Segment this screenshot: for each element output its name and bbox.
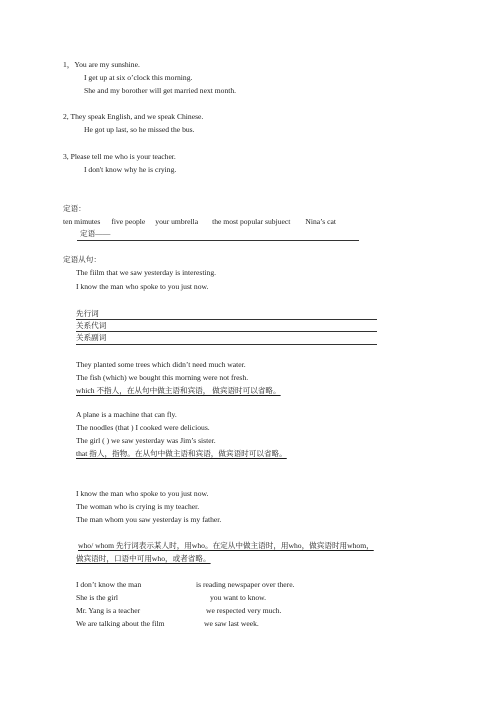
that-example-2: The noodles (that ) I cooked were delicious. <box>76 423 210 432</box>
term-relative-pronoun: 关系代词 <box>76 321 107 330</box>
who-example-1: I know the man who spoke to you just now. <box>76 489 209 498</box>
attributive-title: 定语： <box>63 204 86 213</box>
who-note-line-1: who/ whom 先行词表示某人时，用who。在定从中做主语时，用who，做宾语时用whom， <box>78 541 374 550</box>
sentence-1-line-3: She and my borother will get married next month. <box>84 86 237 95</box>
sentence-2-line-2: He got up last, so he missed the bus. <box>84 125 195 134</box>
example-4: the most popular subjuect <box>212 217 291 226</box>
that-example-3: The girl ( ) we saw yesterday was Jim’s sister. <box>76 436 216 445</box>
who-note-line-2: 做宾语时，口语中可用who，或者省略。 <box>76 554 211 563</box>
exercise-1-end: is reading newspaper over there. <box>196 580 295 589</box>
exercise-3-start: Mr. Yang is a teacher <box>76 606 141 615</box>
attributive-note: 定语—— <box>80 229 111 238</box>
term-relative-pronoun-underline <box>76 331 377 332</box>
sentence-2-title: 2, They speak English, and we speak Chinese. <box>63 112 204 121</box>
attributive-examples <box>63 217 336 226</box>
clause-title: 定语从句： <box>63 255 101 264</box>
who-example-3: The man whom you saw yesterday is my father. <box>76 515 222 524</box>
which-example-1: They planted some trees which didn’t need much water. <box>76 360 246 369</box>
attributive-underline <box>77 240 359 241</box>
that-note: that 指人，指物。在从句中做主语和宾语，做宾语时可以省略。 <box>76 449 287 458</box>
who-example-2: The woman who is crying is my teacher. <box>76 502 200 511</box>
example-1: ten mimutes <box>63 217 101 226</box>
exercise-2-start: She is the girl <box>76 593 118 602</box>
example-5: Nina’s cat <box>305 217 336 226</box>
sentence-3-title: 3, Please tell me who is your teacher. <box>63 152 176 161</box>
clause-example-2: I know the man who spoke to you just now. <box>76 282 209 291</box>
which-note: which 不指人，在从句中做主语和宾语， 做宾语时可以省略。 <box>76 386 281 395</box>
sentence-3-line-2: I don't know why he is crying. <box>84 165 177 174</box>
clause-example-1: The fiilm that we saw yesterday is interesting. <box>76 268 217 277</box>
exercise-3-end: we respected very much. <box>206 606 282 615</box>
term-antecedent: 先行词 <box>76 309 99 318</box>
exercise-1-start: I don’t know the man <box>76 580 142 589</box>
exercise-4-start: We are talking about the film <box>76 619 165 628</box>
term-antecedent-underline <box>76 319 377 320</box>
example-2: five people <box>111 217 146 226</box>
example-3: your umbrella <box>155 217 199 226</box>
that-example-1: A plane is a machine that can fly. <box>76 410 177 419</box>
term-relative-adverb-underline <box>76 344 377 345</box>
term-relative-adverb: 关系副词 <box>76 333 107 342</box>
exercise-2-end: you want to know. <box>210 593 267 602</box>
exercise-4-end: we saw last week. <box>204 619 259 628</box>
sentence-1-title: 1，You are my sunshine. <box>63 60 140 69</box>
sentence-1-line-2: I get up at six o’clock this morning. <box>84 73 193 82</box>
which-example-2: The fish (which) we bought this morning were not fresh. <box>76 373 249 382</box>
